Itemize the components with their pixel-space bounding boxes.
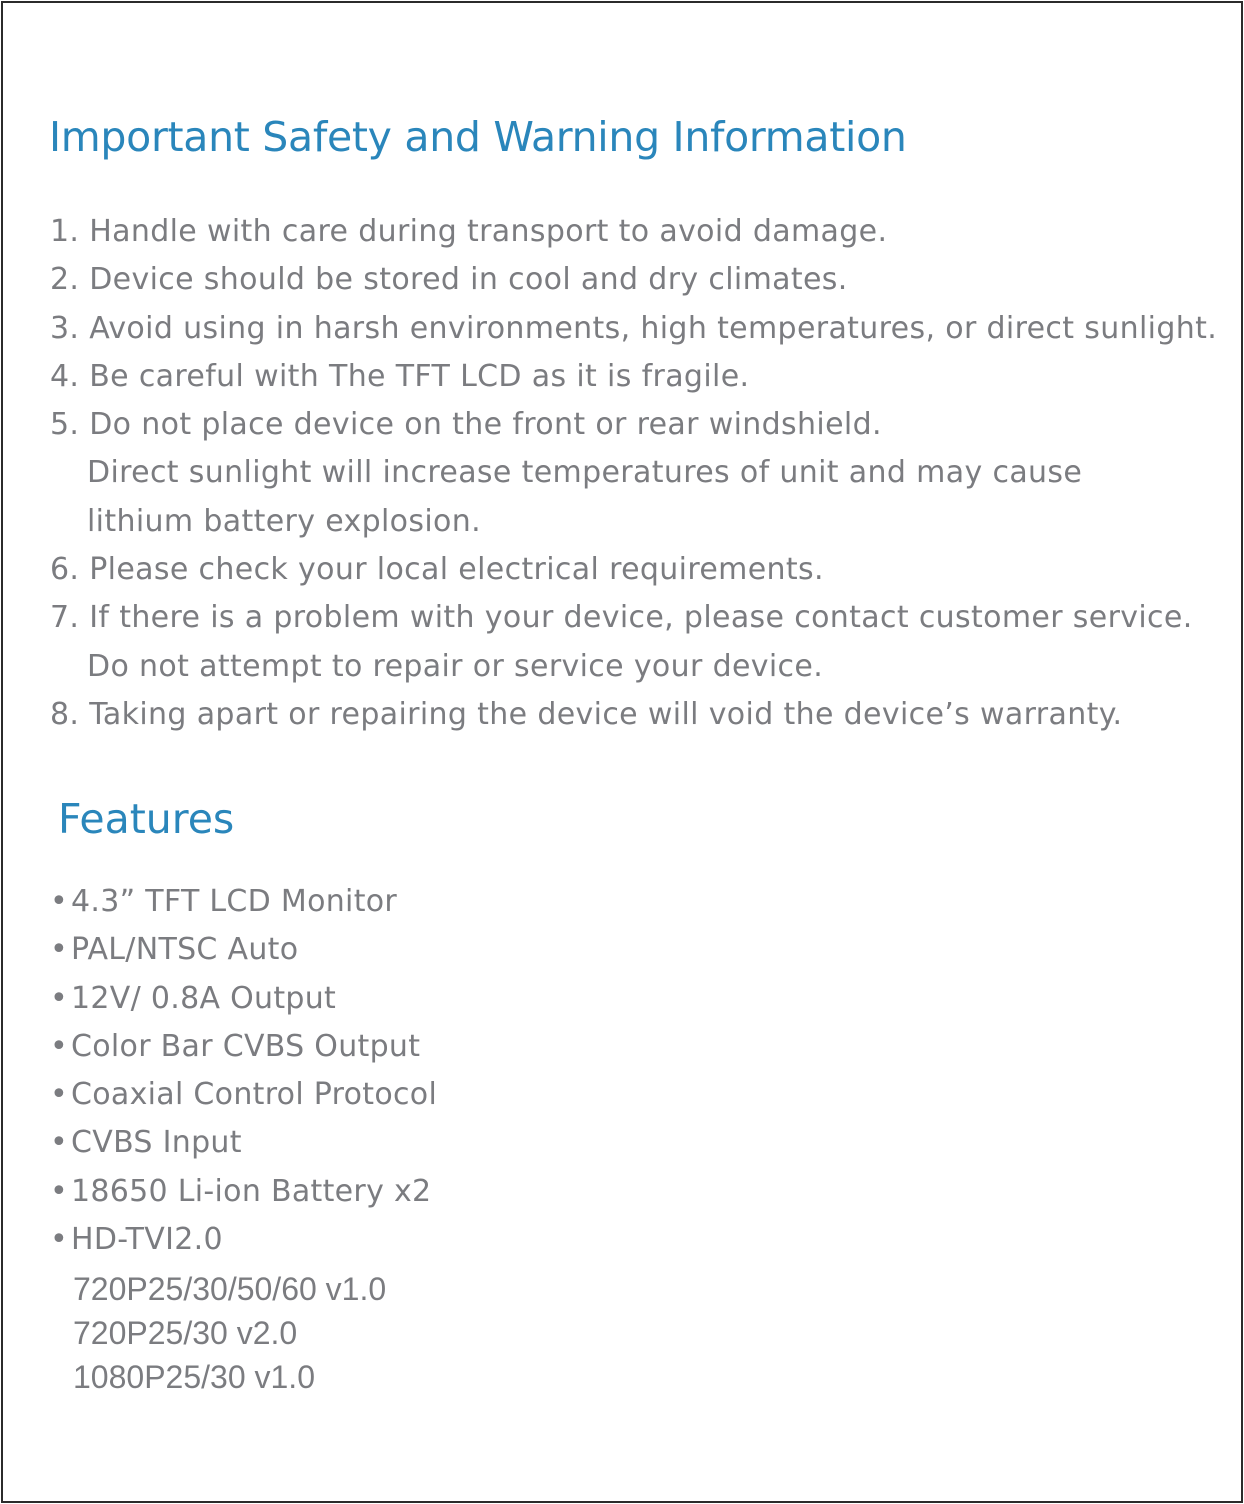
feature-item bbox=[50, 926, 437, 974]
safety-item-4: 4. Be careful with The TFT LCD as it is fragile. bbox=[50, 358, 750, 394]
safety-item-6: 6. Please check your local electrical requirements. bbox=[50, 552, 824, 588]
safety-item-7-continuation: Do not attempt to repair or service your device. bbox=[87, 648, 824, 684]
feature-item-text: 4.3” TFT LCD Monitor bbox=[71, 884, 398, 919]
safety-title: Important Safety and Warning Information bbox=[49, 113, 907, 161]
feature-item-text: 18650 Li-ion Battery x2 bbox=[71, 1173, 432, 1209]
feature-item bbox=[50, 975, 437, 1023]
feature-item-text: CVBS Input bbox=[71, 1125, 242, 1161]
bullet-icon: • bbox=[50, 1028, 68, 1064]
hdtvi-mode: 720P25/30/50/60 v1.0 bbox=[73, 1271, 387, 1307]
hdtvi-mode-list bbox=[73, 1267, 386, 1399]
features-title: Features bbox=[58, 795, 235, 843]
bullet-icon: • bbox=[50, 1125, 68, 1161]
feature-item-text: HD-TVI2.0 bbox=[71, 1222, 223, 1258]
feature-item bbox=[50, 1023, 437, 1071]
bullet-icon: • bbox=[50, 980, 68, 1016]
feature-item-text: PAL/NTSC Auto bbox=[71, 932, 299, 968]
feature-item bbox=[50, 1119, 437, 1167]
safety-item-5-continuation: Direct sunlight will increase temperatures of unit and may cause bbox=[87, 455, 1083, 491]
safety-item-3: 3. Avoid using in harsh environments, high temperatures, or direct sunlight. bbox=[50, 310, 1218, 346]
document-frame bbox=[1, 1, 1243, 1503]
hdtvi-mode: 720P25/30 v2.0 bbox=[73, 1315, 298, 1351]
hdtvi-mode: 1080P25/30 v1.0 bbox=[73, 1359, 315, 1395]
safety-item-1: 1. Handle with care during transport to avoid damage. bbox=[50, 214, 888, 249]
bullet-icon: • bbox=[50, 1173, 68, 1209]
safety-item-8: 8. Taking apart or repairing the device will void the device’s warranty. bbox=[50, 696, 1123, 732]
safety-item-2: 2. Device should be stored in cool and dry climates. bbox=[50, 262, 848, 298]
bullet-icon: • bbox=[50, 1077, 68, 1113]
safety-item-5: 5. Do not place device on the front or rear windshield. bbox=[50, 407, 882, 443]
feature-item-text: 12V/ 0.8A Output bbox=[71, 980, 337, 1016]
bullet-icon: • bbox=[50, 884, 68, 919]
safety-item-5-continuation: lithium battery explosion. bbox=[87, 503, 481, 539]
feature-item bbox=[50, 1216, 437, 1264]
feature-item bbox=[50, 878, 437, 926]
feature-item bbox=[50, 1168, 437, 1216]
features-list bbox=[50, 878, 437, 1264]
safety-item-7: 7. If there is a problem with your device, please contact customer service. bbox=[50, 600, 1193, 636]
feature-item-text: Color Bar CVBS Output bbox=[71, 1028, 421, 1064]
safety-list bbox=[50, 208, 1217, 739]
bullet-icon: • bbox=[50, 932, 68, 968]
feature-item-text: Coaxial Control Protocol bbox=[71, 1077, 438, 1113]
bullet-icon: • bbox=[50, 1222, 68, 1258]
feature-item bbox=[50, 1071, 437, 1119]
